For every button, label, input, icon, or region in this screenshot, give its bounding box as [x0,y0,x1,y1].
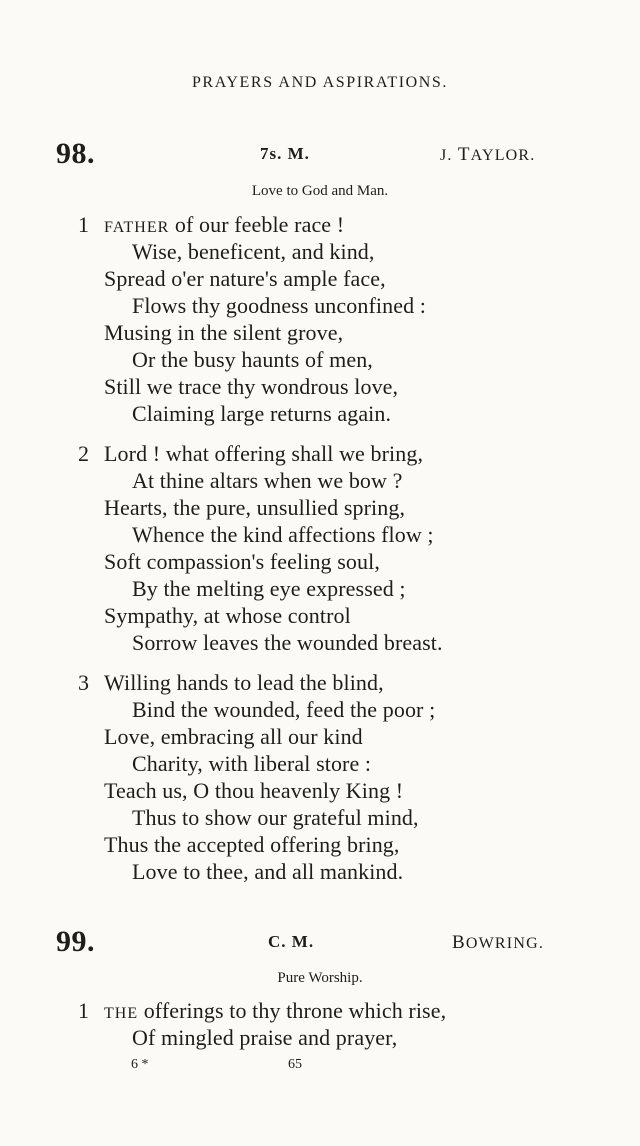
verse-line: Still we trace thy wondrous love, [104,374,399,399]
author-surname-initial: B [452,932,466,953]
verse-line: Soft compassion's feeling soul, [104,549,380,574]
verse-line: Or the busy haunts of men, [132,347,373,372]
page-number: 65 [288,1057,302,1072]
author-initial: J. [440,147,453,164]
verse-line: Willing hands to lead the blind, [104,670,384,695]
verse-line [104,212,344,238]
verse-line: Whence the kind affections flow ; [132,522,434,547]
verse-line: Love to thee, and all mankind. [132,859,404,884]
verse-number: 3 [78,670,89,695]
verse-line: At thine altars when we bow ? [132,468,403,493]
verse-line: Sorrow leaves the wounded breast. [132,630,443,655]
hymn-meter: 7s. M. [260,144,310,163]
hymn-number: 99. [56,925,95,958]
hymn-subtitle: Pure Worship. [277,970,363,986]
verse-line: Love, embracing all our kind [104,724,363,749]
running-head: PRAYERS AND ASPIRATIONS. [191,74,449,91]
verse-line: Flows thy goodness unconfined : [132,293,426,318]
author-surname-rest: AYLOR. [470,147,536,164]
hymn-author [452,932,544,954]
verse-number: 2 [78,441,89,466]
verse-line: Sympathy, at whose control [104,603,351,628]
small-caps-word: FATHER [104,219,170,236]
verse-line: Hearts, the pure, unsullied spring, [104,495,406,520]
verse-line-rest: of our feeble race ! [169,212,345,237]
verse-line: Lord ! what offering shall we bring, [104,441,424,466]
hymn-author [440,144,536,166]
verse-line: By the melting eye expressed ; [132,576,406,601]
verse-line: Thus the accepted offering bring, [104,832,400,857]
verse-line: Spread o'er nature's ample face, [104,266,386,291]
verse-line: Claiming large returns again. [132,401,392,426]
verse-line-rest: offerings to thy throne which rise, [138,998,447,1023]
small-caps-word: THE [104,1005,139,1022]
verse-line: Thus to show our grateful mind, [132,805,419,830]
hymn-number: 98. [56,137,95,170]
author-surname-initial: T [457,144,471,165]
verse-line: Of mingled praise and prayer, [132,1025,398,1050]
verse-line: Bind the wounded, feed the poor ; [132,697,436,722]
verse-number: 1 [78,998,89,1023]
verse-line: Charity, with liberal store : [132,751,372,776]
signature-mark: 6 * [131,1057,149,1072]
verse-number: 1 [78,212,89,237]
verse-line: Teach us, O thou heavenly King ! [104,778,404,803]
verse-line [104,998,446,1024]
author-surname-rest: OWRING. [465,935,545,952]
verse-line: Musing in the silent grove, [104,320,344,345]
hymn-meter: C. M. [268,932,315,951]
hymn-subtitle: Love to God and Man. [251,183,389,199]
verse-line: Wise, beneficent, and kind, [132,239,375,264]
